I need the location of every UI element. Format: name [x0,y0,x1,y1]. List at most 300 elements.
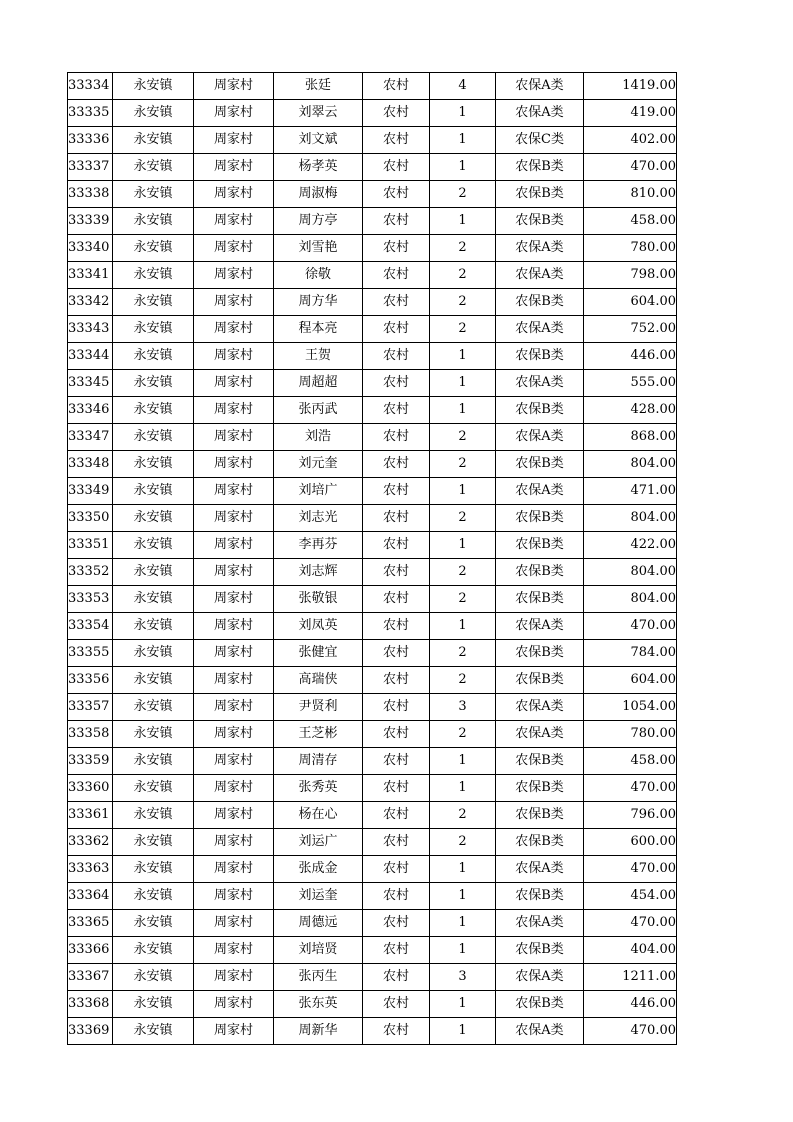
town-cell: 永安镇 [113,262,194,289]
member-count-cell: 1 [430,748,496,775]
allowance-roster-table [67,72,677,1045]
table-row [68,100,677,127]
member-count-cell: 4 [430,73,496,100]
member-count-cell: 2 [430,829,496,856]
member-count-cell: 1 [430,775,496,802]
table-row [68,856,677,883]
record-id-cell: 33368 [68,991,113,1018]
table-row [68,748,677,775]
amount-cell: 470.00 [584,1018,677,1045]
record-id-cell: 33357 [68,694,113,721]
record-id-cell: 33369 [68,1018,113,1045]
record-id-cell: 33336 [68,127,113,154]
member-count-cell: 1 [430,343,496,370]
category-cell: 农保A类 [496,316,584,343]
name-cell: 刘运奎 [274,883,363,910]
village-cell: 周家村 [194,316,274,343]
name-cell: 周新华 [274,1018,363,1045]
town-cell: 永安镇 [113,505,194,532]
town-cell: 永安镇 [113,775,194,802]
member-count-cell: 1 [430,370,496,397]
village-cell: 周家村 [194,613,274,640]
table-row [68,289,677,316]
member-count-cell: 2 [430,424,496,451]
record-id-cell: 33349 [68,478,113,505]
household-type-cell: 农村 [363,802,430,829]
household-type-cell: 农村 [363,856,430,883]
table-row [68,127,677,154]
name-cell: 李再芬 [274,532,363,559]
amount-cell: 446.00 [584,343,677,370]
category-cell: 农保A类 [496,964,584,991]
record-id-cell: 33366 [68,937,113,964]
record-id-cell: 33353 [68,586,113,613]
village-cell: 周家村 [194,262,274,289]
table-row [68,397,677,424]
table-row [68,343,677,370]
category-cell: 农保B类 [496,289,584,316]
category-cell: 农保B类 [496,667,584,694]
household-type-cell: 农村 [363,343,430,370]
amount-cell: 402.00 [584,127,677,154]
record-id-cell: 33338 [68,181,113,208]
member-count-cell: 2 [430,559,496,586]
household-type-cell: 农村 [363,316,430,343]
name-cell: 刘雪艳 [274,235,363,262]
table-row [68,883,677,910]
record-id-cell: 33334 [68,73,113,100]
town-cell: 永安镇 [113,532,194,559]
village-cell: 周家村 [194,505,274,532]
name-cell: 刘运广 [274,829,363,856]
record-id-cell: 33367 [68,964,113,991]
amount-cell: 752.00 [584,316,677,343]
household-type-cell: 农村 [363,910,430,937]
village-cell: 周家村 [194,856,274,883]
town-cell: 永安镇 [113,451,194,478]
record-id-cell: 33352 [68,559,113,586]
member-count-cell: 1 [430,937,496,964]
town-cell: 永安镇 [113,883,194,910]
village-cell: 周家村 [194,343,274,370]
category-cell: 农保B类 [496,748,584,775]
record-id-cell: 33343 [68,316,113,343]
record-id-cell: 33345 [68,370,113,397]
table-row [68,1018,677,1045]
town-cell: 永安镇 [113,829,194,856]
member-count-cell: 2 [430,181,496,208]
table-row [68,694,677,721]
town-cell: 永安镇 [113,127,194,154]
village-cell: 周家村 [194,181,274,208]
town-cell: 永安镇 [113,181,194,208]
name-cell: 刘志光 [274,505,363,532]
name-cell: 周德远 [274,910,363,937]
household-type-cell: 农村 [363,235,430,262]
household-type-cell: 农村 [363,559,430,586]
member-count-cell: 2 [430,721,496,748]
amount-cell: 470.00 [584,910,677,937]
record-id-cell: 33361 [68,802,113,829]
amount-cell: 470.00 [584,856,677,883]
town-cell: 永安镇 [113,424,194,451]
town-cell: 永安镇 [113,370,194,397]
town-cell: 永安镇 [113,235,194,262]
town-cell: 永安镇 [113,343,194,370]
amount-cell: 1211.00 [584,964,677,991]
household-type-cell: 农村 [363,775,430,802]
category-cell: 农保A类 [496,856,584,883]
name-cell: 刘志辉 [274,559,363,586]
category-cell: 农保A类 [496,613,584,640]
amount-cell: 555.00 [584,370,677,397]
amount-cell: 780.00 [584,721,677,748]
household-type-cell: 农村 [363,262,430,289]
household-type-cell: 农村 [363,613,430,640]
record-id-cell: 33350 [68,505,113,532]
amount-cell: 1054.00 [584,694,677,721]
name-cell: 刘翠云 [274,100,363,127]
category-cell: 农保B类 [496,397,584,424]
category-cell: 农保A类 [496,478,584,505]
amount-cell: 804.00 [584,586,677,613]
village-cell: 周家村 [194,532,274,559]
record-id-cell: 33362 [68,829,113,856]
town-cell: 永安镇 [113,613,194,640]
town-cell: 永安镇 [113,694,194,721]
town-cell: 永安镇 [113,964,194,991]
household-type-cell: 农村 [363,586,430,613]
category-cell: 农保B类 [496,640,584,667]
household-type-cell: 农村 [363,667,430,694]
town-cell: 永安镇 [113,154,194,181]
record-id-cell: 33339 [68,208,113,235]
table-row [68,559,677,586]
village-cell: 周家村 [194,748,274,775]
household-type-cell: 农村 [363,478,430,505]
name-cell: 杨在心 [274,802,363,829]
member-count-cell: 2 [430,235,496,262]
village-cell: 周家村 [194,775,274,802]
record-id-cell: 33341 [68,262,113,289]
name-cell: 尹贤利 [274,694,363,721]
record-id-cell: 33335 [68,100,113,127]
town-cell: 永安镇 [113,397,194,424]
amount-cell: 600.00 [584,829,677,856]
member-count-cell: 2 [430,451,496,478]
member-count-cell: 1 [430,910,496,937]
category-cell: 农保B类 [496,586,584,613]
category-cell: 农保A类 [496,910,584,937]
table-row [68,667,677,694]
name-cell: 张敬银 [274,586,363,613]
record-id-cell: 33348 [68,451,113,478]
member-count-cell: 1 [430,856,496,883]
amount-cell: 604.00 [584,289,677,316]
village-cell: 周家村 [194,397,274,424]
town-cell: 永安镇 [113,856,194,883]
table-row [68,613,677,640]
household-type-cell: 农村 [363,829,430,856]
record-id-cell: 33354 [68,613,113,640]
village-cell: 周家村 [194,640,274,667]
name-cell: 刘培广 [274,478,363,505]
amount-cell: 1419.00 [584,73,677,100]
table-row [68,586,677,613]
name-cell: 周方华 [274,289,363,316]
village-cell: 周家村 [194,910,274,937]
category-cell: 农保A类 [496,370,584,397]
table-row [68,478,677,505]
document-page [67,72,676,1045]
town-cell: 永安镇 [113,100,194,127]
member-count-cell: 3 [430,694,496,721]
household-type-cell: 农村 [363,640,430,667]
village-cell: 周家村 [194,100,274,127]
member-count-cell: 2 [430,262,496,289]
amount-cell: 804.00 [584,451,677,478]
table-row [68,640,677,667]
table-row [68,424,677,451]
table-row [68,208,677,235]
table-row [68,451,677,478]
name-cell: 张丙生 [274,964,363,991]
member-count-cell: 2 [430,640,496,667]
amount-cell: 471.00 [584,478,677,505]
member-count-cell: 1 [430,127,496,154]
town-cell: 永安镇 [113,667,194,694]
record-id-cell: 33337 [68,154,113,181]
household-type-cell: 农村 [363,964,430,991]
category-cell: 农保A类 [496,1018,584,1045]
table-row [68,181,677,208]
town-cell: 永安镇 [113,991,194,1018]
member-count-cell: 1 [430,991,496,1018]
village-cell: 周家村 [194,667,274,694]
table-row [68,370,677,397]
village-cell: 周家村 [194,424,274,451]
amount-cell: 810.00 [584,181,677,208]
member-count-cell: 2 [430,586,496,613]
table-row [68,262,677,289]
category-cell: 农保B类 [496,343,584,370]
member-count-cell: 2 [430,316,496,343]
name-cell: 周清存 [274,748,363,775]
amount-cell: 458.00 [584,748,677,775]
village-cell: 周家村 [194,1018,274,1045]
table-row [68,829,677,856]
town-cell: 永安镇 [113,640,194,667]
town-cell: 永安镇 [113,289,194,316]
household-type-cell: 农村 [363,748,430,775]
name-cell: 徐敬 [274,262,363,289]
village-cell: 周家村 [194,586,274,613]
name-cell: 高瑞侠 [274,667,363,694]
town-cell: 永安镇 [113,73,194,100]
category-cell: 农保B类 [496,532,584,559]
household-type-cell: 农村 [363,1018,430,1045]
village-cell: 周家村 [194,73,274,100]
amount-cell: 804.00 [584,559,677,586]
record-id-cell: 33351 [68,532,113,559]
name-cell: 张东英 [274,991,363,1018]
record-id-cell: 33344 [68,343,113,370]
name-cell: 刘文斌 [274,127,363,154]
member-count-cell: 1 [430,208,496,235]
name-cell: 刘元奎 [274,451,363,478]
member-count-cell: 1 [430,1018,496,1045]
household-type-cell: 农村 [363,154,430,181]
town-cell: 永安镇 [113,802,194,829]
category-cell: 农保B类 [496,154,584,181]
amount-cell: 604.00 [584,667,677,694]
household-type-cell: 农村 [363,424,430,451]
record-id-cell: 33355 [68,640,113,667]
category-cell: 农保B类 [496,802,584,829]
table-row [68,235,677,262]
table-row [68,316,677,343]
household-type-cell: 农村 [363,991,430,1018]
town-cell: 永安镇 [113,208,194,235]
village-cell: 周家村 [194,937,274,964]
household-type-cell: 农村 [363,127,430,154]
record-id-cell: 33360 [68,775,113,802]
household-type-cell: 农村 [363,451,430,478]
record-id-cell: 33356 [68,667,113,694]
category-cell: 农保B类 [496,559,584,586]
village-cell: 周家村 [194,559,274,586]
amount-cell: 419.00 [584,100,677,127]
town-cell: 永安镇 [113,586,194,613]
name-cell: 周淑梅 [274,181,363,208]
name-cell: 王贺 [274,343,363,370]
name-cell: 周超超 [274,370,363,397]
member-count-cell: 3 [430,964,496,991]
member-count-cell: 2 [430,289,496,316]
name-cell: 程本亮 [274,316,363,343]
member-count-cell: 1 [430,532,496,559]
household-type-cell: 农村 [363,370,430,397]
amount-cell: 470.00 [584,613,677,640]
category-cell: 农保B类 [496,208,584,235]
village-cell: 周家村 [194,478,274,505]
household-type-cell: 农村 [363,181,430,208]
amount-cell: 796.00 [584,802,677,829]
record-id-cell: 33358 [68,721,113,748]
record-id-cell: 33359 [68,748,113,775]
record-id-cell: 33340 [68,235,113,262]
village-cell: 周家村 [194,721,274,748]
name-cell: 王芝彬 [274,721,363,748]
household-type-cell: 农村 [363,208,430,235]
table-body [68,73,677,1045]
category-cell: 农保A类 [496,694,584,721]
amount-cell: 428.00 [584,397,677,424]
household-type-cell: 农村 [363,532,430,559]
household-type-cell: 农村 [363,505,430,532]
village-cell: 周家村 [194,370,274,397]
member-count-cell: 1 [430,883,496,910]
member-count-cell: 2 [430,667,496,694]
table-row [68,802,677,829]
town-cell: 永安镇 [113,937,194,964]
member-count-cell: 1 [430,478,496,505]
name-cell: 张丙武 [274,397,363,424]
town-cell: 永安镇 [113,316,194,343]
record-id-cell: 33342 [68,289,113,316]
amount-cell: 798.00 [584,262,677,289]
amount-cell: 868.00 [584,424,677,451]
town-cell: 永安镇 [113,478,194,505]
village-cell: 周家村 [194,208,274,235]
category-cell: 农保A类 [496,424,584,451]
category-cell: 农保B类 [496,937,584,964]
household-type-cell: 农村 [363,73,430,100]
category-cell: 农保B类 [496,829,584,856]
amount-cell: 454.00 [584,883,677,910]
category-cell: 农保A类 [496,100,584,127]
amount-cell: 470.00 [584,775,677,802]
village-cell: 周家村 [194,154,274,181]
category-cell: 农保B类 [496,505,584,532]
table-row [68,154,677,181]
town-cell: 永安镇 [113,721,194,748]
table-row [68,721,677,748]
amount-cell: 446.00 [584,991,677,1018]
village-cell: 周家村 [194,451,274,478]
amount-cell: 784.00 [584,640,677,667]
category-cell: 农保B类 [496,181,584,208]
category-cell: 农保A类 [496,235,584,262]
village-cell: 周家村 [194,802,274,829]
member-count-cell: 1 [430,100,496,127]
name-cell: 张廷 [274,73,363,100]
name-cell: 张健宜 [274,640,363,667]
category-cell: 农保A类 [496,73,584,100]
amount-cell: 470.00 [584,154,677,181]
household-type-cell: 农村 [363,289,430,316]
household-type-cell: 农村 [363,721,430,748]
table-row [68,505,677,532]
village-cell: 周家村 [194,964,274,991]
amount-cell: 804.00 [584,505,677,532]
household-type-cell: 农村 [363,397,430,424]
category-cell: 农保B类 [496,883,584,910]
name-cell: 周方亭 [274,208,363,235]
amount-cell: 404.00 [584,937,677,964]
record-id-cell: 33347 [68,424,113,451]
amount-cell: 458.00 [584,208,677,235]
name-cell: 张成金 [274,856,363,883]
household-type-cell: 农村 [363,100,430,127]
name-cell: 张秀英 [274,775,363,802]
category-cell: 农保B类 [496,991,584,1018]
village-cell: 周家村 [194,289,274,316]
member-count-cell: 2 [430,505,496,532]
village-cell: 周家村 [194,883,274,910]
record-id-cell: 33363 [68,856,113,883]
town-cell: 永安镇 [113,748,194,775]
name-cell: 刘浩 [274,424,363,451]
member-count-cell: 1 [430,154,496,181]
household-type-cell: 农村 [363,694,430,721]
village-cell: 周家村 [194,991,274,1018]
amount-cell: 422.00 [584,532,677,559]
category-cell: 农保B类 [496,451,584,478]
category-cell: 农保A类 [496,721,584,748]
village-cell: 周家村 [194,235,274,262]
record-id-cell: 33346 [68,397,113,424]
